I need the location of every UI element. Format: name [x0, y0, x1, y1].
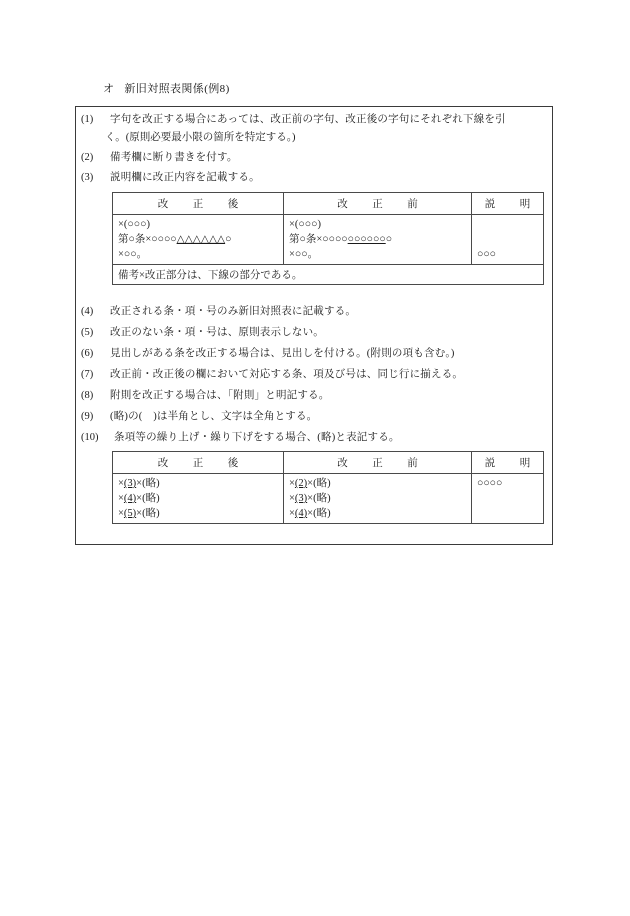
cell-line: 第○条×○○○○○○○○○○○	[289, 234, 393, 245]
cell-line: ×(3)×(略)	[118, 478, 160, 489]
clause-item	[76, 326, 324, 341]
table-row	[113, 474, 544, 524]
cell-line: ×○○。	[289, 249, 319, 260]
content-box	[75, 106, 553, 545]
cell-line: ×○○。	[118, 249, 148, 260]
cell-note	[472, 215, 544, 265]
column-header-note: 説 明	[472, 452, 544, 474]
table-footer-row	[113, 265, 544, 285]
clause-text: 条項等の繰り上げ・繰り下げをする場合、(略)と表記する。	[114, 432, 400, 443]
clause-number: (1)	[81, 114, 94, 125]
clause-number: (3)	[81, 172, 94, 183]
clause-number: (2)	[81, 152, 94, 163]
cell-footer-note: 備考×改正部分は、下線の部分である。	[113, 265, 544, 285]
title-marker: オ	[103, 83, 115, 95]
clause-item	[76, 113, 506, 128]
cell-line: ×(4)×(略)	[118, 493, 160, 504]
clause-number: (7)	[81, 369, 94, 380]
column-header-after: 改 正 後	[113, 452, 284, 474]
cell-line: ×(3)×(略)	[289, 493, 331, 504]
cell-line: 第○条×○○○○△△△△△△○	[118, 234, 232, 245]
table-header-row	[113, 193, 544, 215]
cell-line: ○○○○	[477, 478, 503, 489]
cell-after	[113, 215, 284, 265]
cell-line: ×(5)×(略)	[118, 508, 160, 519]
column-header-before: 改 正 前	[284, 193, 472, 215]
clause-item	[76, 410, 317, 425]
cell-after	[113, 474, 284, 524]
clause-number: (9)	[81, 411, 94, 422]
column-header-note: 説 明	[472, 193, 544, 215]
clause-text: 改正前・改正後の欄において対応する条、項及び号は、同じ行に揃える。	[110, 369, 464, 380]
cell-line: ×(○○○)	[289, 219, 321, 230]
clause-item	[76, 431, 400, 446]
cell-note	[472, 474, 544, 524]
clause-text: 備考欄に断り書きを付す。	[110, 152, 238, 163]
cell-line: ×(○○○)	[118, 219, 150, 230]
clause-number: (8)	[81, 390, 94, 401]
comparison-table-1	[112, 192, 544, 285]
clause-item	[76, 389, 329, 404]
cell-line: ○○○	[477, 249, 497, 260]
table-row	[113, 215, 544, 265]
page-title	[103, 80, 230, 96]
clause-text: 見出しがある条を改正する場合は、見出しを付ける。(附則の項も含む。)	[110, 348, 455, 359]
clause-item	[76, 347, 455, 362]
clause-number: (4)	[81, 306, 94, 317]
cell-before	[284, 474, 472, 524]
clause-text: (略)の( )は半角とし、文字は全角とする。	[110, 411, 318, 422]
clause-text: 改正のない条・項・号は、原則表示しない。	[110, 327, 324, 338]
clause-item	[76, 368, 463, 383]
clause-item	[76, 151, 238, 166]
table-header-row	[113, 452, 544, 474]
cell-line: ×(4)×(略)	[289, 508, 331, 519]
clause-number: (5)	[81, 327, 94, 338]
comparison-table-2	[112, 451, 544, 524]
clause-item	[76, 171, 260, 186]
clause-number: (6)	[81, 348, 94, 359]
clause-text: 附則を改正する場合は、「附則」と明記する。	[110, 390, 330, 401]
clause-text: 字句を改正する場合にあっては、改正前の字句、改正後の字句にそれぞれ下線を引	[110, 114, 506, 125]
cell-before	[284, 215, 472, 265]
column-header-before: 改 正 前	[284, 452, 472, 474]
clause-item	[76, 305, 356, 320]
cell-line: ×(2)×(略)	[289, 478, 331, 489]
clause-number: (10)	[81, 432, 99, 443]
clause-text: 改正される条・項・号のみ新旧対照表に記載する。	[110, 306, 357, 317]
column-header-after: 改 正 後	[113, 193, 284, 215]
title-text: 新旧対照表関係(例8)	[124, 83, 230, 95]
clause-continuation: く。(原則必要最小限の箇所を特定する。)	[105, 132, 296, 143]
clause-text: 説明欄に改正内容を記載する。	[110, 172, 260, 183]
